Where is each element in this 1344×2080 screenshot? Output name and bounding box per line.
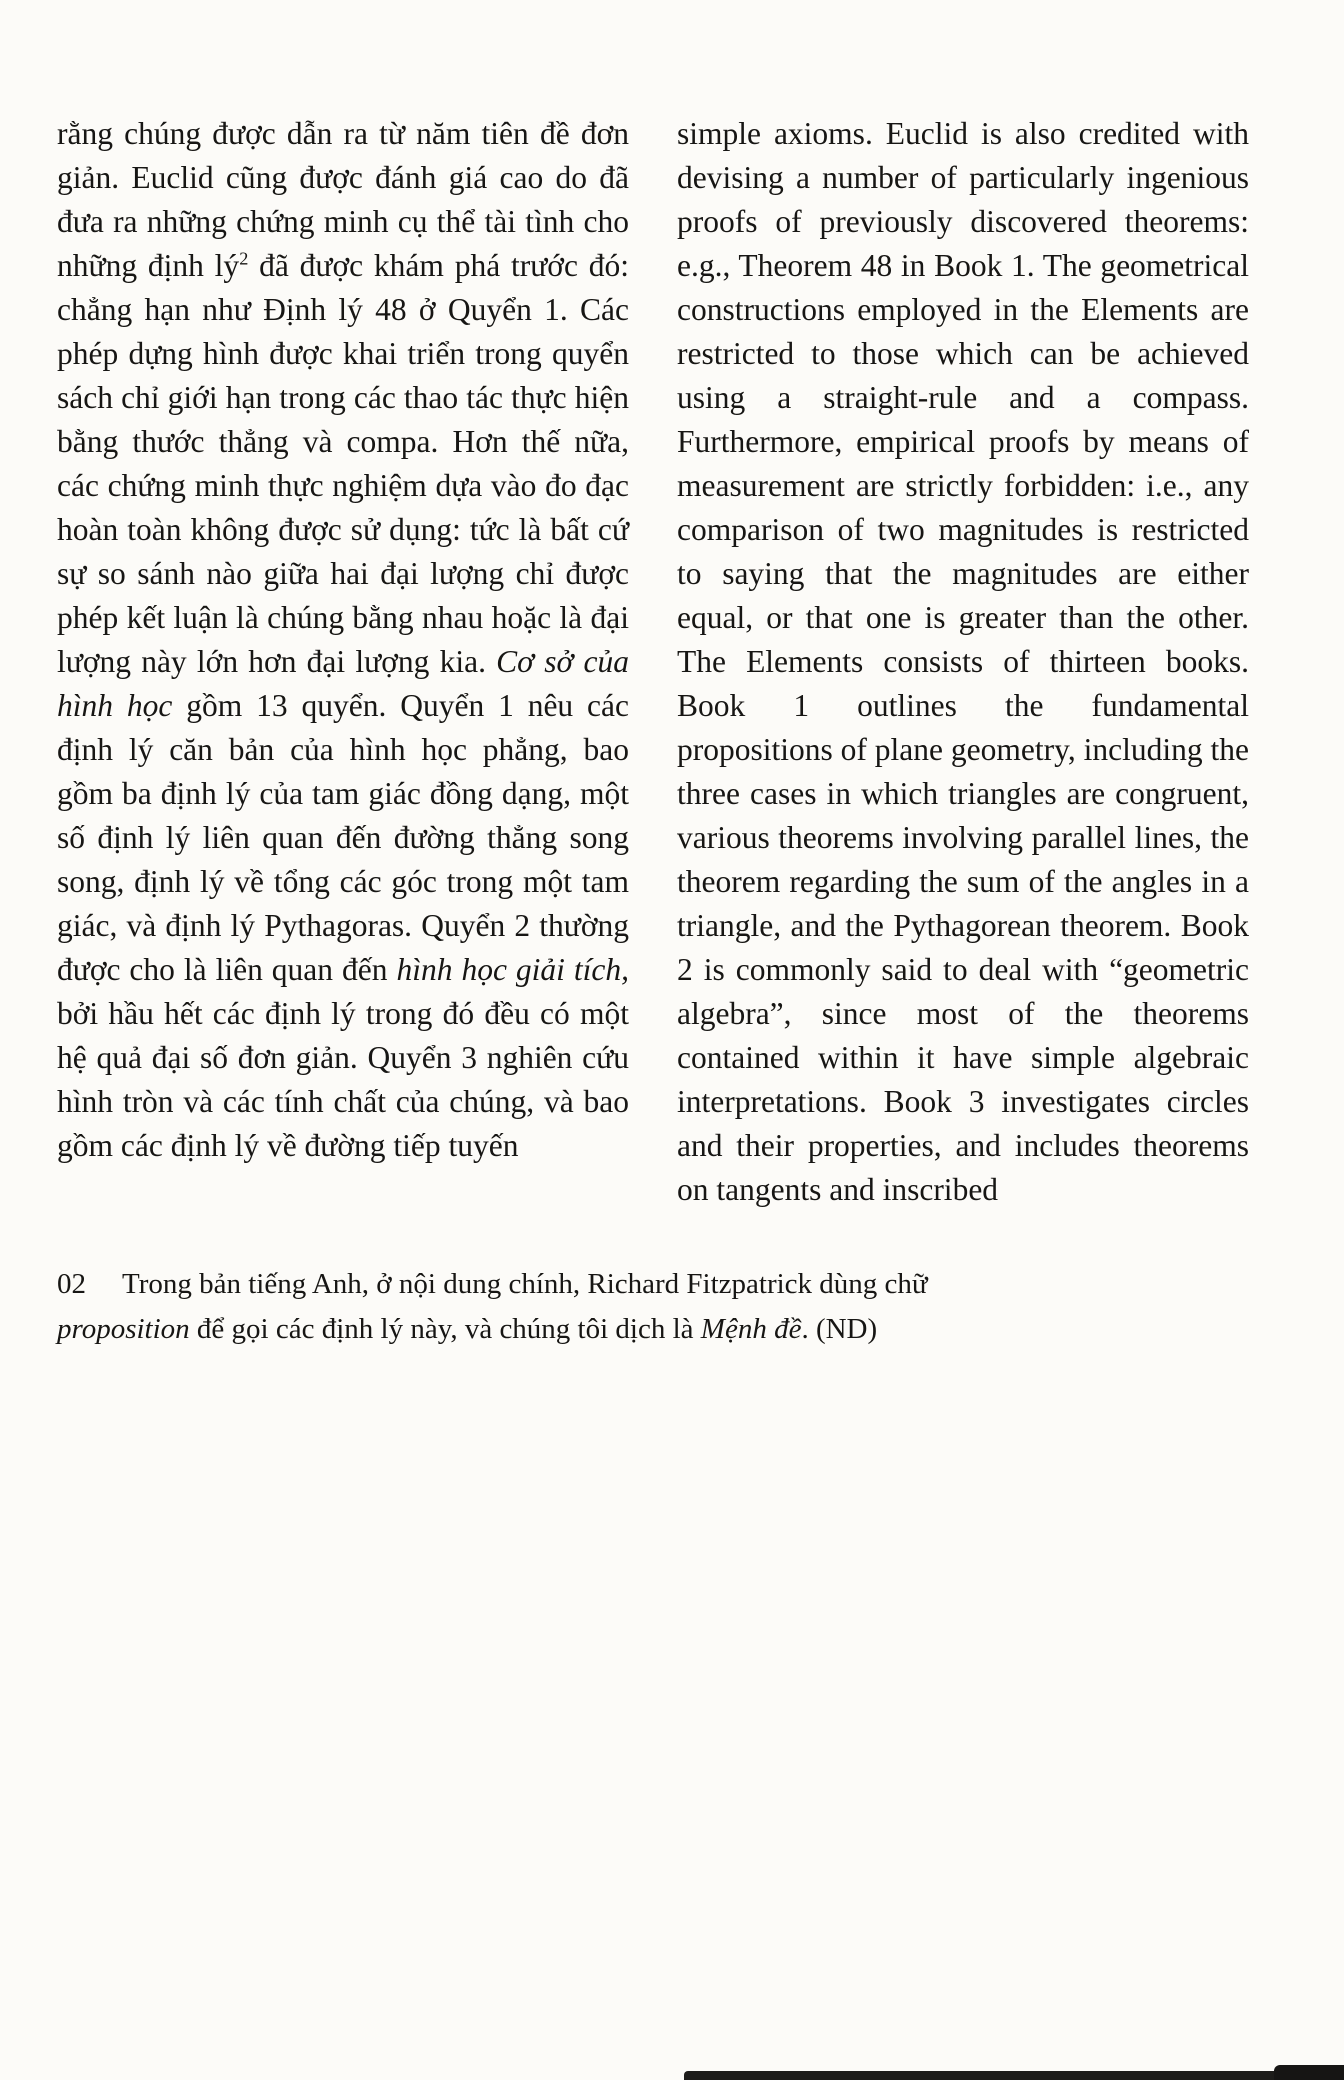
text-run: rằng chúng được dẫn ra từ năm tiên đề đơn giản. Euclid cũng được đánh giá cao do đã đưa ra những chứng minh cụ thể tài tình cho những định lý	[57, 116, 629, 283]
english-column	[677, 112, 1249, 1212]
page-content	[57, 112, 1249, 1352]
footnote-reference-superscript: 2	[239, 248, 249, 269]
footnote	[57, 1262, 962, 1352]
term-italic: Mệnh đề	[700, 1313, 802, 1345]
text-run: gồm 13 quyển. Quyển 1 nêu các định lý căn bản của hình học phẳng, bao gồm ba định lý của tam giác đồng dạng, một số định lý liên quan đến đường thẳng song song, định lý về tổng các góc trong một tam giác, và định lý Pythagoras. Quyển 2 thường được cho là liên quan đến	[57, 688, 629, 987]
text-run: Trong bản tiếng Anh, ở nội dung chính, Richard Fitzpatrick dùng chữ	[122, 1268, 928, 1300]
term-italic: hình học giải tích,	[396, 952, 629, 987]
text-run: đã được khám phá trước đó: chẳng hạn như Định lý 48 ở Quyển 1. Các phép dựng hình được khai triển trong quyển sách chỉ giới hạn trong các thao tác thực hiện bằng thước thẳng và compa. Hơn thế nữa, các chứng minh thực nghiệm dựa vào đo đạc hoàn toàn không được sử dụng: tức là bất cứ sự so sánh nào giữa hai đại lượng chỉ được phép kết luận là chúng bằng nhau hoặc là đại lượng này lớn hơn đại lượng kia.	[57, 248, 629, 679]
text-run: simple axioms. Euclid is also credited with devising a number of particularly ingenious proofs of previously discovered theorems: e.g., Theorem 48 in Book 1. The geometrical constructions employed in the Elements are restricted to those which can be achieved using a straight-rule and a compass. Furthermore, empirical proofs by means of measurement are strictly forbidden: i.e., any comparison of two magnitudes is restricted to saying that the magnitudes are either equal, or that one is greater than the other. The Elements consists of thirteen books. Book 1 outlines the fundamental propositions of plane geometry, including the three cases in which triangles are congruent, various theorems involving parallel lines, the theorem regarding the sum of the angles in a triangle, and the Pythagorean theorem. Book 2 is commonly said to deal with “geometric algebra”, since most of the theorems contained within it have simple algebraic interpretations. Book 3 investigates circles and their properties, and includes theorems on tangents and inscribed	[677, 116, 1249, 1207]
text-run: bởi hầu hết các định lý trong đó đều có một hệ quả đại số đơn giản. Quyển 3 nghiên cứu hình tròn và các tính chất của chúng, và bao gồm các định lý về đường tiếp tuyến	[57, 996, 629, 1163]
text-run: . (ND)	[801, 1313, 878, 1345]
text-run: để gọi các định lý này, và chúng tôi dịch là	[189, 1313, 701, 1345]
footnote-number: 02	[57, 1268, 86, 1300]
two-column-text-block	[57, 112, 1249, 1212]
scan-artifact-bottom-edge	[684, 2071, 1344, 2080]
vietnamese-paragraph	[57, 112, 629, 1168]
book-title-italic: Cơ sở của hình học	[57, 644, 629, 723]
english-paragraph	[677, 112, 1249, 1212]
scan-artifact-corner	[1274, 2065, 1344, 2080]
term-italic: proposition	[57, 1313, 190, 1345]
vietnamese-column	[57, 112, 629, 1212]
